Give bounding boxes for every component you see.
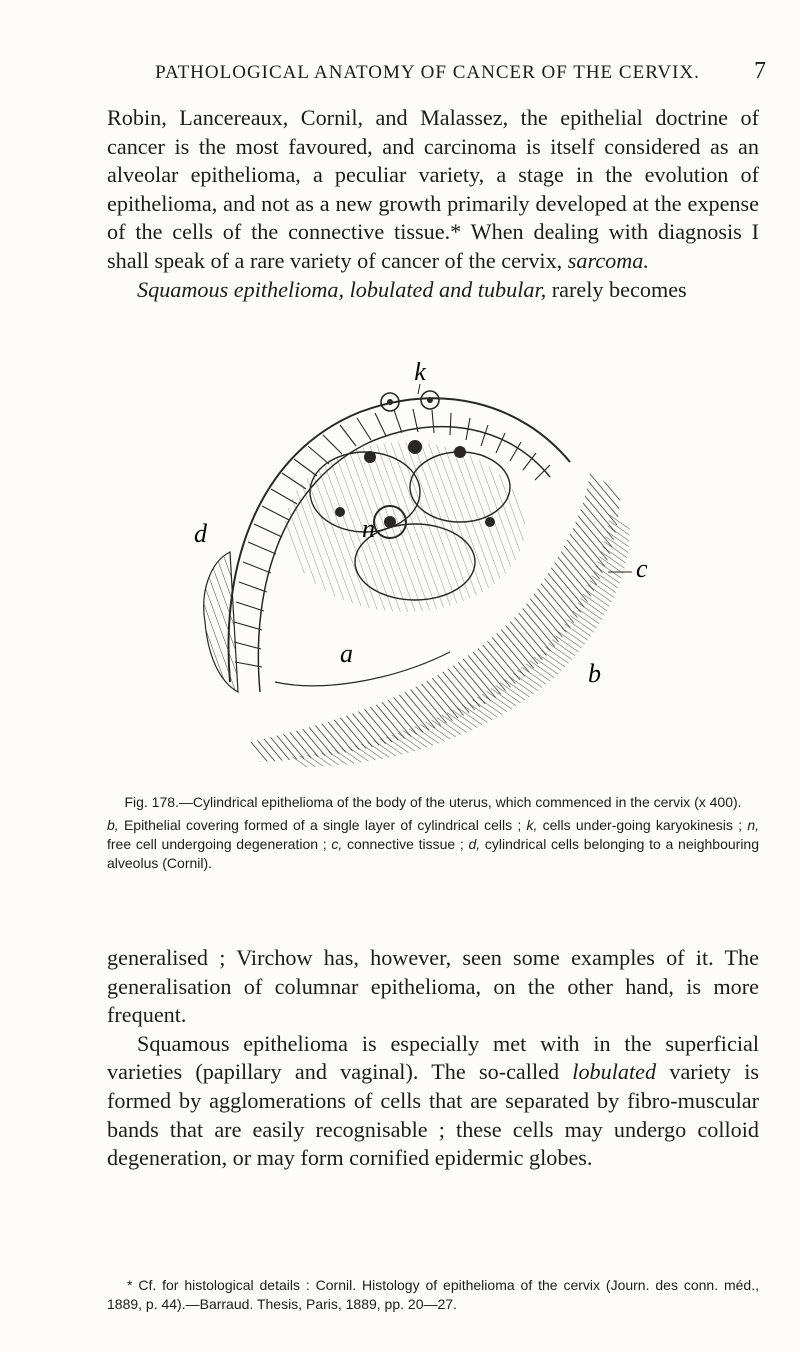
cylindrical-epithelioma-illustration (190, 362, 660, 772)
legend-key-b: b, (107, 817, 119, 833)
caption-legend (107, 816, 759, 873)
paragraph-generalised: generalised ; Virchow has, however, seen some examples of it. The generalisation of columnar epithelioma, on the other hand, is more frequent. (107, 945, 759, 1028)
italic-term-squamous: Squamous epithelioma, lobulated and tubular, (137, 276, 547, 302)
paragraph-text: variety is formed by agglomerations of cells that are separated by fibro-muscular bands that are easily recognisable ; these cells may undergo colloid degeneration, or may form cornified epidermic globes. (107, 1059, 759, 1171)
italic-term-lobulated: lobulated (572, 1059, 657, 1085)
legend-key-c: c, (331, 836, 343, 852)
legend-text-d: cylindrical cells belonging to a neighbouring alveolus (Cornil). (107, 836, 760, 871)
histology-figure (190, 362, 660, 772)
legend-text-k: cells under-going karyokinesis ; (537, 817, 748, 833)
free-degenerating-cell-nucleus (384, 516, 396, 528)
paragraph-text: Squamous epithelioma is especially met with in the superficial varieties (papillary and vaginal). The so-called (107, 1030, 759, 1085)
paragraph-epithelial-doctrine (107, 104, 759, 276)
legend-text-c: connective tissue ; (342, 836, 469, 852)
figure-label-d: d (194, 519, 207, 548)
neighbouring-alveolus (204, 552, 238, 692)
running-title: PATHOLOGICAL ANATOMY OF CANCER OF THE CERVIX. (155, 62, 700, 83)
paragraph-squamous-varieties (107, 1030, 759, 1173)
footnote: * Cf. for histological details : Cornil. Histology of epithelioma of the cervix (Journ. des conn. méd., 1889, p. 44).—Barraud. Thesis, Paris, 1889, pp. 20—27. (107, 1277, 759, 1312)
top-text-block (107, 104, 759, 304)
figure-label-n: n (362, 514, 375, 543)
figure-caption (107, 793, 759, 873)
paragraph-text: Robin, Lancereaux, Cornil, and Malassez, the epithelial doctrine of cancer is the most favoured, and carcinoma is itself considered as an alveolar epithelioma, a peculiar variety, a stage in the evolution of epithelioma, and not as a new growth primarily developed at the expense of the cells of the connective tissue.* When dealing with diagnosis I shall speak of a rare variety of cancer of the cervix, (107, 105, 759, 273)
bottom-text-block (107, 944, 759, 1173)
caption-title: Fig. 178.—Cylindrical epithelioma of the body of the uterus, which commenced in the cervix (x 400). (124, 794, 742, 810)
paragraph-squamous-intro (107, 276, 759, 305)
page-number: 7 (754, 58, 766, 84)
figure-label-b: b (588, 659, 601, 688)
legend-text-b: Epithelial covering formed of a single layer of cylindrical cells ; (118, 817, 527, 833)
italic-term-sarcoma: sarcoma. (567, 247, 649, 273)
legend-key-n: n, (747, 817, 759, 833)
paragraph-text: rarely becomes (546, 276, 687, 302)
legend-key-d: d, (468, 836, 481, 852)
figure-label-a: a (340, 639, 353, 668)
alveolus-lumen (275, 652, 450, 686)
legend-text-n: free cell undergoing degeneration ; (107, 836, 332, 852)
legend-key-k: k, (526, 817, 538, 833)
figure-label-k: k (414, 362, 426, 386)
figure-label-c: c (636, 554, 648, 583)
